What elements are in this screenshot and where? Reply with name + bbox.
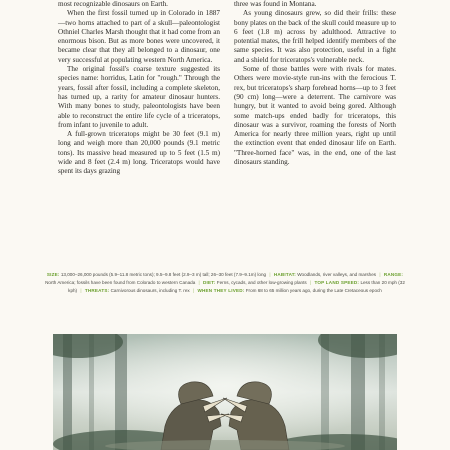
fact-label-lived: WHEN THEY LIVED: <box>197 288 245 294</box>
paragraph: A full-grown triceratops might be 30 feet (9.1 m) long and weigh more than 20,000 pounds (9.1 metric tons). Its massive head measured up to 5 feet (1.5 m) wide and 8 feet (2.4 m) long. Triceratops would have spent its days grazing <box>58 130 220 176</box>
fact-separator: | <box>379 272 381 277</box>
fact-label-speed: TOP LAND SPEED: <box>314 280 360 286</box>
fact-value-speed: Less than 20 mph (32 kph) <box>68 280 405 294</box>
text-column-right <box>234 0 396 167</box>
paragraph: three was found in Montana. <box>234 0 317 8</box>
triceratops-illustration <box>53 334 397 450</box>
fact-separator: | <box>80 288 82 294</box>
fact-label-habitat: HABITAT: <box>273 272 296 277</box>
fact-label-threats: THREATS: <box>84 288 110 294</box>
paragraph: most recognizable dinosaurs on Earth. <box>58 0 168 8</box>
text-column-left <box>58 0 220 177</box>
fact-label-size: SIZE: <box>46 272 60 277</box>
forest-scene <box>53 334 397 450</box>
fact-value-lived: From 68 to 65 million years ago, during the Late Cretaceous epoch <box>245 288 382 294</box>
fact-separator: | <box>269 272 271 277</box>
paragraph: The original fossil's coarse texture suggested its species name: horridus, Latin for "rough." Through the years, fossil after fossil, including a complete skeleton, has turned up, a rarity for amateur dinosaur hunters. With many bones to study, paleontologists have been able to reconstruct the entire life cycle of a triceratops, from infant to juvenile to adult. <box>58 65 220 129</box>
paragraph: As young dinosaurs grew, so did their frills: these bony plates on the back of the skull could measure up to 6 feet (1.8 m) across by adulthood. Attractive to potential mates, the frill helped identify members of the same species. It was also protection, useful in a fight and a shield for triceratops's vulnerable neck. <box>234 9 396 64</box>
fact-label-range: RANGE: <box>383 272 404 277</box>
fact-value-size: 13,000–26,000 pounds (5.9–11.8 metric tons); 9.5–9.8 feet (2.9–3 m) tall; 26–30 feet (7.9–9.1m) long <box>60 272 267 277</box>
fact-separator: | <box>309 280 312 286</box>
paragraph: Some of those battles were with rivals for mates. Others were movie-style run-ins with the ferocious T. rex, but triceratops's sharp forehead horns—up to 3 feet (90 cm) long—were a deterrent. The carnivore was hungry, but it wanted to avoid being gored. Although some match-ups ended badly for triceratops, this dinosaur was a survivor, roaming the forests of North America for nearly three million years, right up until the extinction event that ended dinosaur life on Earth. "Three-horned face" was, in the end, one of the last dinosaurs standing. <box>234 65 396 167</box>
paragraph: When the first fossil turned up in Colorado in 1887—two horns attached to part of a skull—paleontologist Othniel Charles Marsh thought that it had come from an enormous bison. But as more bones were uncovered, it became clear that they all belonged to a dinosaur, one very successful at populating western North America. <box>58 9 220 64</box>
fact-separator: | <box>192 288 195 294</box>
fact-value-range: North America; fossils have been found from Colorado to western Canada <box>45 280 196 286</box>
fact-label-diet: DIET: <box>203 280 216 286</box>
fact-value-threats: Carnivorous dinosaurs, including T. rex <box>110 288 190 294</box>
fact-box <box>44 271 406 295</box>
fact-value-diet: Ferns, cycads, and other low-growing plants <box>216 280 307 286</box>
fact-value-habitat: Woodlands, river valleys, and marshes <box>297 272 377 277</box>
fact-separator: | <box>198 280 200 286</box>
